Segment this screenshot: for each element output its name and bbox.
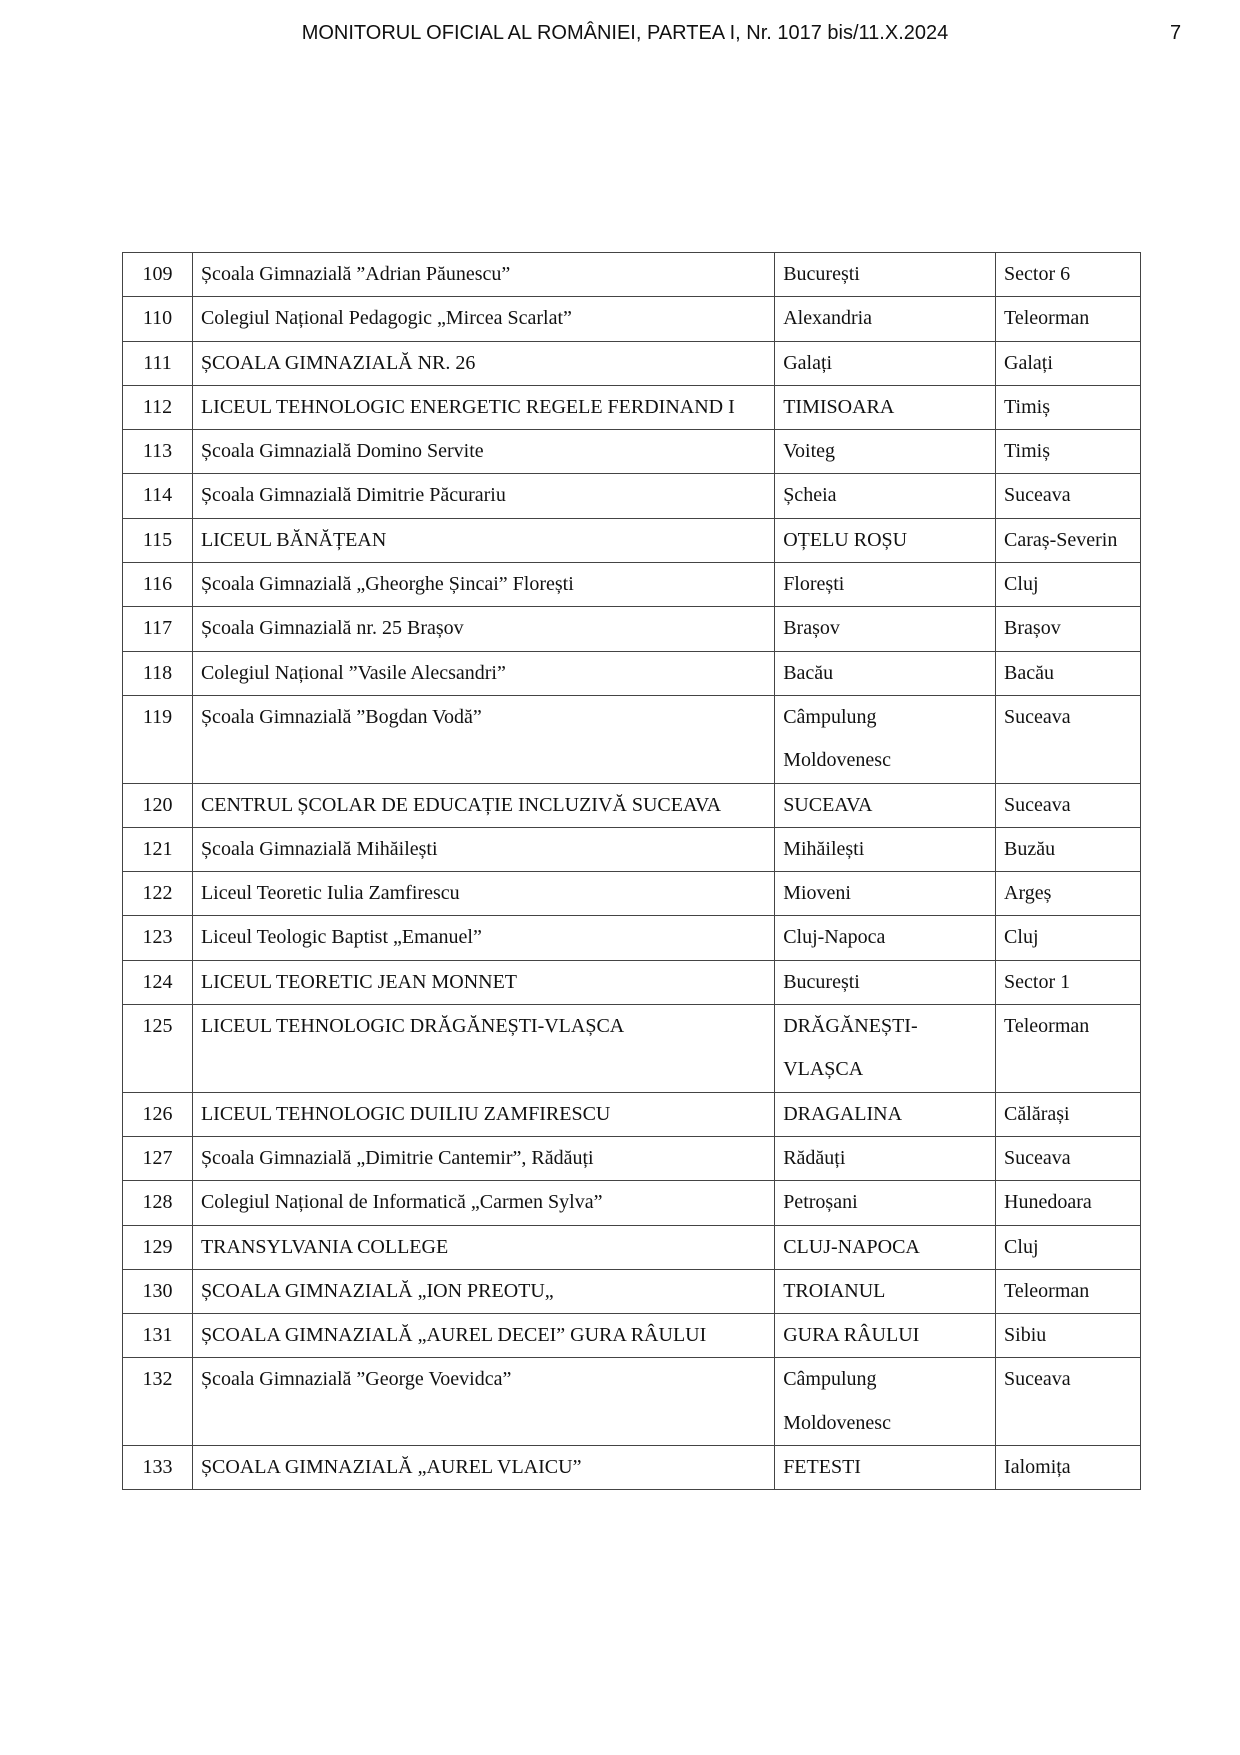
county: Cluj [996, 563, 1141, 607]
county: Cluj [996, 916, 1141, 960]
row-number: 131 [123, 1314, 193, 1358]
locality: Brașov [775, 607, 996, 651]
county: Caraș-Severin [996, 518, 1141, 562]
table-row [123, 1225, 1141, 1269]
county: Suceava [996, 695, 1141, 783]
locality: Rădăuți [775, 1136, 996, 1180]
school-name: LICEUL BĂNĂȚEAN [192, 518, 774, 562]
row-number: 122 [123, 872, 193, 916]
table-row [123, 872, 1141, 916]
county: Sector 1 [996, 960, 1141, 1004]
table-row [123, 474, 1141, 518]
table-row [123, 1358, 1141, 1446]
table-row [123, 1005, 1141, 1093]
county: Buzău [996, 827, 1141, 871]
table-row [123, 695, 1141, 783]
county: Călărași [996, 1092, 1141, 1136]
school-name: Școala Gimnazială nr. 25 Brașov [192, 607, 774, 651]
row-number: 117 [123, 607, 193, 651]
locality: OȚELU ROȘU [775, 518, 996, 562]
page-number: 7 [1170, 22, 1182, 44]
table-row [123, 607, 1141, 651]
school-name: Școala Gimnazială Domino Servite [192, 430, 774, 474]
locality: DRĂGĂNEȘTI-VLAȘCA [775, 1005, 996, 1093]
county: Suceava [996, 474, 1141, 518]
table-row [123, 783, 1141, 827]
locality: Alexandria [775, 297, 996, 341]
locality: București [775, 253, 996, 297]
table-row [123, 827, 1141, 871]
county: Sibiu [996, 1314, 1141, 1358]
row-number: 118 [123, 651, 193, 695]
table-row [123, 1314, 1141, 1358]
row-number: 120 [123, 783, 193, 827]
row-number: 121 [123, 827, 193, 871]
county: Suceava [996, 1358, 1141, 1446]
school-name: LICEUL TEHNOLOGIC ENERGETIC REGELE FERDINAND I [192, 385, 774, 429]
table-row [123, 518, 1141, 562]
county: Argeș [996, 872, 1141, 916]
row-number: 130 [123, 1269, 193, 1313]
county: Timiș [996, 430, 1141, 474]
locality: Petroșani [775, 1181, 996, 1225]
school-name: ȘCOALA GIMNAZIALĂ „ION PREOTU„ [192, 1269, 774, 1313]
row-number: 110 [123, 297, 193, 341]
locality: Florești [775, 563, 996, 607]
school-name: Școala Gimnazială ”Adrian Păunescu” [192, 253, 774, 297]
row-number: 132 [123, 1358, 193, 1446]
county: Ialomița [996, 1446, 1141, 1490]
locality: Câmpulung Moldovenesc [775, 1358, 996, 1446]
county: Cluj [996, 1225, 1141, 1269]
table-row [123, 651, 1141, 695]
table-row [123, 1446, 1141, 1490]
locality: Șcheia [775, 474, 996, 518]
table-row [123, 1136, 1141, 1180]
table-row [123, 1092, 1141, 1136]
row-number: 109 [123, 253, 193, 297]
row-number: 124 [123, 960, 193, 1004]
school-name: Colegiul Național ”Vasile Alecsandri” [192, 651, 774, 695]
school-name: Școala Gimnazială „Dimitrie Cantemir”, Rădăuți [192, 1136, 774, 1180]
county: Brașov [996, 607, 1141, 651]
row-number: 116 [123, 563, 193, 607]
school-name: Liceul Teologic Baptist „Emanuel” [192, 916, 774, 960]
school-name: Școala Gimnazială Dimitrie Păcurariu [192, 474, 774, 518]
table-row [123, 341, 1141, 385]
row-number: 126 [123, 1092, 193, 1136]
row-number: 113 [123, 430, 193, 474]
locality: SUCEAVA [775, 783, 996, 827]
row-number: 119 [123, 695, 193, 783]
school-name: CENTRUL ȘCOLAR DE EDUCAȚIE INCLUZIVĂ SUCEAVA [192, 783, 774, 827]
school-name: LICEUL TEHNOLOGIC DUILIU ZAMFIRESCU [192, 1092, 774, 1136]
school-name: Liceul Teoretic Iulia Zamfirescu [192, 872, 774, 916]
school-name: Școala Gimnazială ”George Voevidca” [192, 1358, 774, 1446]
schools-table [122, 252, 1141, 1490]
row-number: 115 [123, 518, 193, 562]
table-row [123, 960, 1141, 1004]
county: Teleorman [996, 1269, 1141, 1313]
row-number: 127 [123, 1136, 193, 1180]
locality: București [775, 960, 996, 1004]
table-row [123, 563, 1141, 607]
table-row [123, 253, 1141, 297]
row-number: 125 [123, 1005, 193, 1093]
school-name: ȘCOALA GIMNAZIALĂ „AUREL VLAICU” [192, 1446, 774, 1490]
locality: FETESTI [775, 1446, 996, 1490]
county: Teleorman [996, 1005, 1141, 1093]
county: Teleorman [996, 297, 1141, 341]
county: Bacău [996, 651, 1141, 695]
locality: Voiteg [775, 430, 996, 474]
table-row [123, 430, 1141, 474]
school-name: Școala Gimnazială ”Bogdan Vodă” [192, 695, 774, 783]
county: Timiș [996, 385, 1141, 429]
locality: GURA RÂULUI [775, 1314, 996, 1358]
county: Galați [996, 341, 1141, 385]
school-name: Colegiul Național Pedagogic „Mircea Scarlat” [192, 297, 774, 341]
row-number: 123 [123, 916, 193, 960]
table-row [123, 385, 1141, 429]
publication-title: MONITORUL OFICIAL AL ROMÂNIEI, PARTEA I, Nr. 1017 bis/11.X.2024 [301, 22, 949, 44]
school-name: Colegiul Național de Informatică „Carmen Sylva” [192, 1181, 774, 1225]
row-number: 128 [123, 1181, 193, 1225]
locality: DRAGALINA [775, 1092, 996, 1136]
row-number: 112 [123, 385, 193, 429]
locality: TROIANUL [775, 1269, 996, 1313]
locality: Câmpulung Moldovenesc [775, 695, 996, 783]
locality: Mihăilești [775, 827, 996, 871]
county: Suceava [996, 783, 1141, 827]
school-name: Școala Gimnazială Mihăilești [192, 827, 774, 871]
table-row [123, 916, 1141, 960]
county: Suceava [996, 1136, 1141, 1180]
locality: Bacău [775, 651, 996, 695]
table-row [123, 1269, 1141, 1313]
locality: TIMISOARA [775, 385, 996, 429]
county: Sector 6 [996, 253, 1141, 297]
row-number: 111 [123, 341, 193, 385]
school-name: TRANSYLVANIA COLLEGE [192, 1225, 774, 1269]
school-name: ȘCOALA GIMNAZIALĂ NR. 26 [192, 341, 774, 385]
row-number: 114 [123, 474, 193, 518]
school-name: ȘCOALA GIMNAZIALĂ „AUREL DECEI” GURA RÂULUI [192, 1314, 774, 1358]
locality: CLUJ-NAPOCA [775, 1225, 996, 1269]
locality: Galați [775, 341, 996, 385]
table-row [123, 1181, 1141, 1225]
table-row [123, 297, 1141, 341]
locality: Mioveni [775, 872, 996, 916]
row-number: 133 [123, 1446, 193, 1490]
school-name: LICEUL TEORETIC JEAN MONNET [192, 960, 774, 1004]
row-number: 129 [123, 1225, 193, 1269]
locality: Cluj-Napoca [775, 916, 996, 960]
school-name: LICEUL TEHNOLOGIC DRĂGĂNEȘTI-VLAȘCA [192, 1005, 774, 1093]
school-name: Școala Gimnazială „Gheorghe Șincai” Florești [192, 563, 774, 607]
county: Hunedoara [996, 1181, 1141, 1225]
